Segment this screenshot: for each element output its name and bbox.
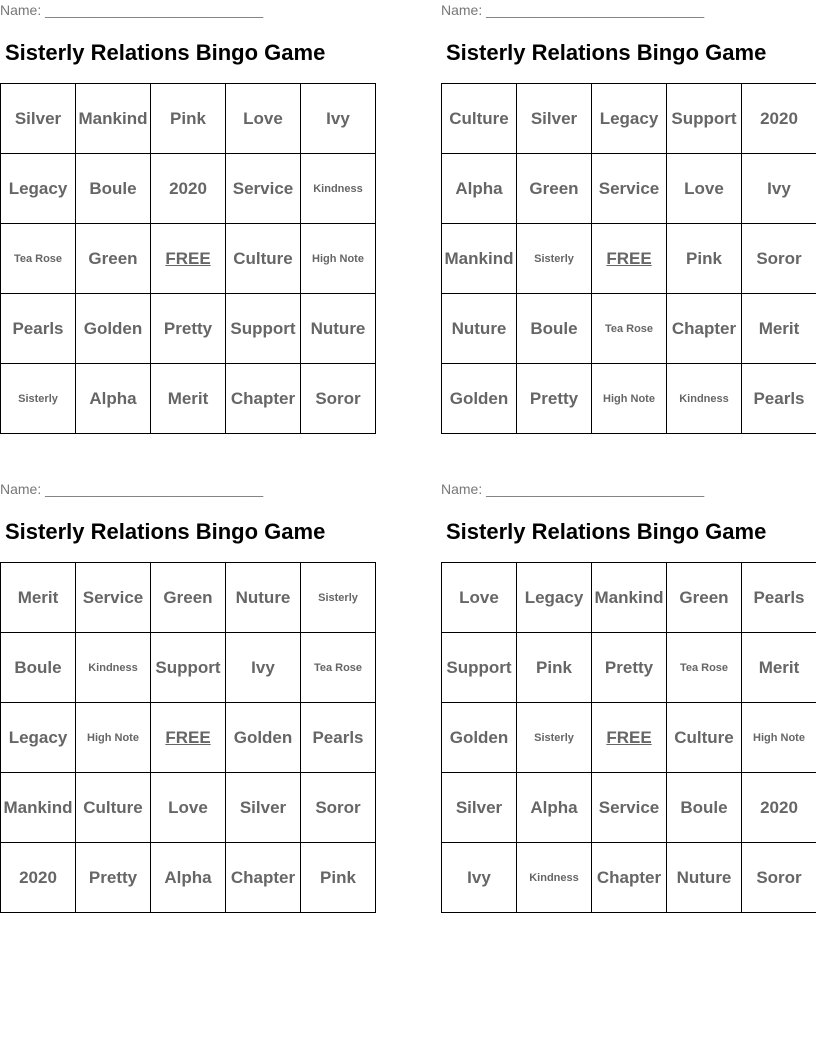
bingo-row [442, 563, 816, 633]
bingo-cell: Kindness [301, 154, 376, 224]
bingo-row [1, 633, 376, 703]
bingo-row [1, 84, 376, 154]
bingo-cell: Pretty [151, 294, 226, 364]
card-title: Sisterly Relations Bingo Game [446, 40, 767, 65]
bingo-cell: Green [151, 563, 226, 633]
bingo-cell: Green [667, 563, 742, 633]
bingo-cell: Silver [1, 84, 76, 154]
bingo-grid [441, 562, 816, 913]
bingo-cell: Tea Rose [1, 224, 76, 294]
bingo-row [1, 563, 376, 633]
bingo-cell: Pretty [76, 843, 151, 913]
bingo-cell: Chapter [667, 294, 742, 364]
bingo-cell: Chapter [226, 364, 301, 434]
bingo-cell: High Note [76, 703, 151, 773]
bingo-cell: Chapter [226, 843, 301, 913]
bingo-row [442, 703, 816, 773]
bingo-cell: Boule [76, 154, 151, 224]
bingo-cell: 2020 [742, 773, 816, 843]
bingo-cell: Love [226, 84, 301, 154]
bingo-row [442, 154, 816, 224]
bingo-cell: Pearls [1, 294, 76, 364]
bingo-row [442, 364, 816, 434]
bingo-cell: Pink [517, 633, 592, 703]
card-title: Sisterly Relations Bingo Game [446, 519, 767, 544]
bingo-cell: Green [517, 154, 592, 224]
bingo-cell: Legacy [1, 154, 76, 224]
bingo-cell: Support [151, 633, 226, 703]
bingo-cell: Pink [667, 224, 742, 294]
bingo-row [442, 84, 816, 154]
bingo-cell: Culture [76, 773, 151, 843]
bingo-cell: Ivy [226, 633, 301, 703]
bingo-cell: Tea Rose [667, 633, 742, 703]
bingo-cell: Sisterly [301, 563, 376, 633]
bingo-row [1, 364, 376, 434]
bingo-cell: High Note [742, 703, 816, 773]
name-field: Name: ____________________________ [441, 2, 705, 18]
bingo-cell: Service [76, 563, 151, 633]
bingo-cell: Tea Rose [301, 633, 376, 703]
bingo-cell: High Note [592, 364, 667, 434]
bingo-row [442, 773, 816, 843]
bingo-cell: Mankind [1, 773, 76, 843]
bingo-cell: Love [151, 773, 226, 843]
bingo-cell: Boule [1, 633, 76, 703]
bingo-row [1, 703, 376, 773]
bingo-cell: Support [667, 84, 742, 154]
bingo-row [442, 843, 816, 913]
bingo-cell: Soror [742, 224, 816, 294]
bingo-cell: Sisterly [1, 364, 76, 434]
bingo-cell: Merit [1, 563, 76, 633]
bingo-cell: Chapter [592, 843, 667, 913]
name-field: Name: ____________________________ [0, 2, 264, 18]
bingo-cell: Pink [301, 843, 376, 913]
bingo-cell: Mankind [442, 224, 517, 294]
bingo-cell: Support [226, 294, 301, 364]
bingo-grid [441, 83, 816, 434]
bingo-row [1, 773, 376, 843]
bingo-cell: Golden [442, 703, 517, 773]
bingo-row [1, 154, 376, 224]
bingo-cell: Nuture [226, 563, 301, 633]
bingo-cell: Pretty [517, 364, 592, 434]
bingo-row [442, 224, 816, 294]
bingo-cell: Tea Rose [592, 294, 667, 364]
bingo-cell: Kindness [667, 364, 742, 434]
bingo-cell: Mankind [76, 84, 151, 154]
bingo-cell: High Note [301, 224, 376, 294]
bingo-cell: Service [226, 154, 301, 224]
bingo-cell: Legacy [1, 703, 76, 773]
bingo-cell: Alpha [517, 773, 592, 843]
bingo-cell: Golden [76, 294, 151, 364]
free-space: FREE [151, 224, 226, 294]
bingo-cell: Alpha [442, 154, 517, 224]
bingo-cell: Sisterly [517, 224, 592, 294]
bingo-cell: Merit [151, 364, 226, 434]
bingo-cell: Soror [301, 773, 376, 843]
bingo-cell: Pretty [592, 633, 667, 703]
name-field: Name: ____________________________ [0, 481, 264, 497]
bingo-cell: Ivy [442, 843, 517, 913]
bingo-cell: 2020 [742, 84, 816, 154]
bingo-row [1, 224, 376, 294]
bingo-cell: Kindness [517, 843, 592, 913]
bingo-cell: Kindness [76, 633, 151, 703]
bingo-cell: Merit [742, 294, 816, 364]
bingo-cell: Sisterly [517, 703, 592, 773]
bingo-cell: Pink [151, 84, 226, 154]
bingo-cell: Culture [226, 224, 301, 294]
bingo-cell: Green [76, 224, 151, 294]
free-space: FREE [151, 703, 226, 773]
free-space: FREE [592, 703, 667, 773]
bingo-cell: Pearls [742, 364, 816, 434]
bingo-cell: Golden [226, 703, 301, 773]
name-field: Name: ____________________________ [441, 481, 705, 497]
bingo-cell: Boule [667, 773, 742, 843]
bingo-cell: Legacy [517, 563, 592, 633]
bingo-row [442, 633, 816, 703]
bingo-cell: Alpha [76, 364, 151, 434]
bingo-cell: Pearls [742, 563, 816, 633]
bingo-grid [0, 562, 376, 913]
bingo-cell: Love [667, 154, 742, 224]
bingo-cell: Love [442, 563, 517, 633]
bingo-cell: 2020 [1, 843, 76, 913]
bingo-row [1, 294, 376, 364]
bingo-row [1, 843, 376, 913]
bingo-cell: Golden [442, 364, 517, 434]
bingo-cell: Merit [742, 633, 816, 703]
bingo-cell: Nuture [442, 294, 517, 364]
bingo-cell: Silver [442, 773, 517, 843]
bingo-cell: Culture [442, 84, 517, 154]
bingo-cell: Mankind [592, 563, 667, 633]
bingo-cell: Service [592, 154, 667, 224]
bingo-cell: Support [442, 633, 517, 703]
card-title: Sisterly Relations Bingo Game [5, 519, 326, 544]
bingo-cell: Service [592, 773, 667, 843]
bingo-cell: Soror [742, 843, 816, 913]
bingo-cell: Alpha [151, 843, 226, 913]
bingo-cell: Silver [226, 773, 301, 843]
bingo-cell: Ivy [742, 154, 816, 224]
bingo-cell: Legacy [592, 84, 667, 154]
bingo-row [442, 294, 816, 364]
bingo-cell: Boule [517, 294, 592, 364]
bingo-cell: Nuture [667, 843, 742, 913]
free-space: FREE [592, 224, 667, 294]
bingo-cell: Ivy [301, 84, 376, 154]
bingo-cell: 2020 [151, 154, 226, 224]
card-title: Sisterly Relations Bingo Game [5, 40, 326, 65]
bingo-cell: Soror [301, 364, 376, 434]
bingo-cell: Nuture [301, 294, 376, 364]
bingo-cell: Pearls [301, 703, 376, 773]
bingo-cell: Silver [517, 84, 592, 154]
bingo-cell: Culture [667, 703, 742, 773]
bingo-grid [0, 83, 376, 434]
